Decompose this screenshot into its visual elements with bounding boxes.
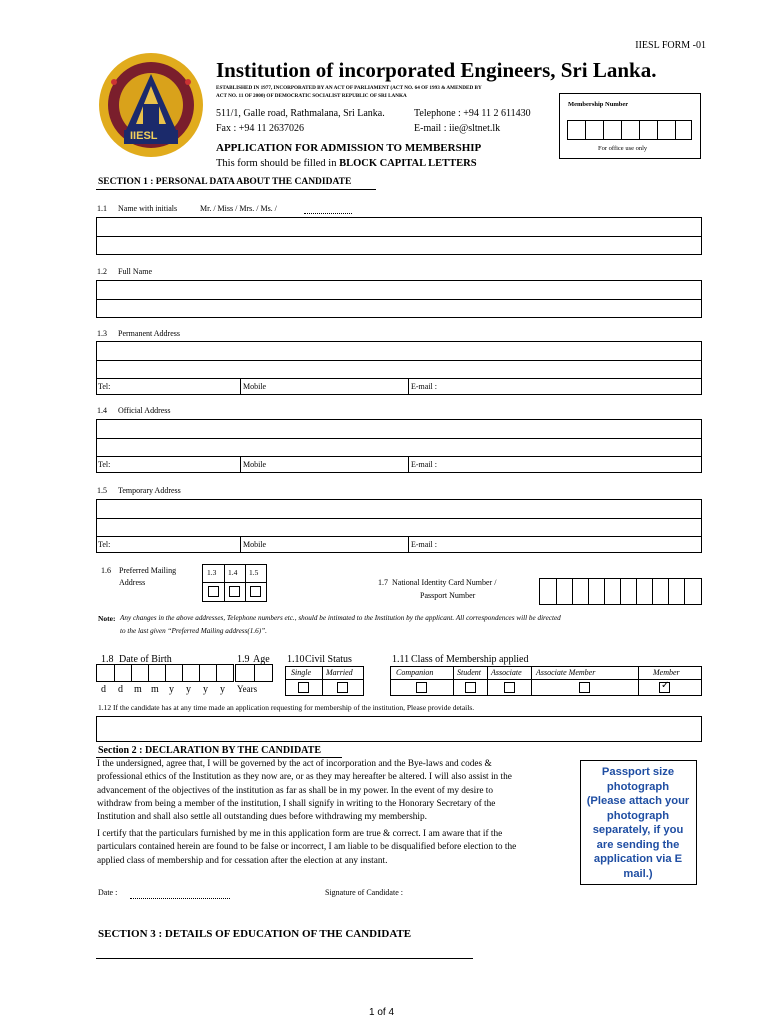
official-tel-label: Tel: bbox=[98, 460, 111, 469]
class-member-label: Member bbox=[653, 668, 680, 677]
field-1-5-label: Temporary Address bbox=[118, 486, 181, 495]
field-1-6-label: Preferred Mailing bbox=[119, 566, 177, 575]
temporary-tel-label: Tel: bbox=[98, 540, 111, 549]
official-address-input[interactable] bbox=[96, 419, 702, 473]
section-3-title: SECTION 3 : DETAILS OF EDUCATION OF THE CANDIDATE bbox=[98, 928, 412, 940]
official-email-label: E-mail : bbox=[411, 460, 437, 469]
temporary-mobile-label: Mobile bbox=[243, 540, 267, 549]
institution-title: Institution of incorporated Engineers, Sri Lanka. bbox=[216, 58, 657, 82]
field-1-12-label: If the candidate has at any time made an application requesting for membership of the institution, Please provide details. bbox=[113, 703, 475, 712]
permanent-mobile-label: Mobile bbox=[243, 382, 267, 391]
field-1-1-label: Name with initials bbox=[118, 204, 178, 213]
dob-d2: d bbox=[118, 684, 123, 695]
dob-y3: y bbox=[203, 684, 208, 695]
nic-number-input[interactable] bbox=[539, 578, 702, 605]
field-1-6-number: 1.6 bbox=[101, 566, 111, 575]
mailing-checkbox-1-4[interactable] bbox=[229, 586, 240, 597]
date-input[interactable] bbox=[130, 898, 230, 899]
membership-number-box bbox=[559, 93, 701, 159]
section-2-title: Section 2 : DECLARATION BY THE CANDIDATE bbox=[98, 745, 321, 756]
field-1-4-label: Official Address bbox=[118, 406, 171, 415]
office-use-note: For office use only bbox=[598, 145, 648, 152]
established-line-1: ESTABLISHED IN 1977, INCORPORATED BY AN ACT OF PARLIAMENT (ACT NO. 64 OF 1993 & AMENDED BY bbox=[216, 85, 482, 91]
field-1-5-number: 1.5 bbox=[97, 486, 107, 495]
dob-m1: m bbox=[134, 684, 142, 695]
class-member-checkbox[interactable] bbox=[659, 682, 670, 693]
page-number: 1 of 4 bbox=[369, 1007, 395, 1018]
note-line-2: to the last given “Preferred Mailing address(1.6)”. bbox=[120, 627, 267, 635]
institution-telephone: Telephone : +94 11 2 611430 bbox=[414, 108, 531, 119]
permanent-address-input[interactable] bbox=[96, 341, 702, 395]
civil-single-checkbox[interactable] bbox=[298, 682, 309, 693]
years-label: Years bbox=[237, 684, 258, 694]
preferred-mailing-grid bbox=[202, 564, 267, 602]
class-associate-member-checkbox[interactable] bbox=[579, 682, 590, 693]
mailing-checkbox-1-5[interactable] bbox=[250, 586, 261, 597]
field-1-6-label-2: Address bbox=[119, 578, 146, 587]
field-1-11-number: 1.11 bbox=[392, 654, 410, 665]
section-1-title: SECTION 1 : PERSONAL DATA ABOUT THE CANDIDATE bbox=[98, 177, 352, 187]
note-label: Note: bbox=[98, 614, 116, 623]
class-associate-checkbox[interactable] bbox=[504, 682, 515, 693]
dob-m2: m bbox=[151, 684, 159, 695]
mailing-option-1-5: 1.5 bbox=[249, 568, 259, 577]
membership-number-label: Membership Number bbox=[568, 101, 629, 108]
institution-address: 511/1, Galle road, Rathmalana, Sri Lanka. bbox=[216, 108, 385, 119]
logo-text: IIESL bbox=[130, 130, 158, 142]
class-companion-label: Companion bbox=[396, 668, 434, 677]
field-1-10-label: Civil Status bbox=[305, 654, 352, 665]
membership-class-grid bbox=[390, 666, 702, 696]
iiesl-logo bbox=[96, 52, 206, 158]
declaration-paragraph-2: I certify that the particulars furnished by me in this application form are true & correct. I am aware that if the particulars contained herein are found to be false or incorrect, I am liable to be disqualified before election to the applied class of membership and for cessation after the election at any instant. bbox=[97, 829, 517, 866]
official-mobile-label: Mobile bbox=[243, 460, 267, 469]
civil-single-label: Single bbox=[291, 668, 311, 677]
field-1-2-number: 1.2 bbox=[97, 267, 107, 276]
established-line-2: ACT NO. 11 OF 2000) OF DEMOCRATIC SOCIALIST REPUBLIC OF SRI LANKA bbox=[216, 93, 407, 99]
field-1-8-number: 1.8 bbox=[101, 654, 114, 665]
field-1-9-number: 1.9 bbox=[237, 654, 250, 665]
membership-number-input[interactable] bbox=[567, 120, 692, 140]
dob-d1: d bbox=[101, 684, 106, 695]
field-1-8-label: Date of Birth bbox=[119, 654, 172, 665]
field-1-7-label: National Identity Card Number / bbox=[392, 578, 497, 587]
mailing-option-1-4: 1.4 bbox=[228, 568, 238, 577]
temporary-address-input[interactable] bbox=[96, 499, 702, 553]
field-1-7-number: 1.7 bbox=[378, 578, 388, 587]
field-1-1-number: 1.1 bbox=[97, 204, 107, 213]
permanent-email-label: E-mail : bbox=[411, 382, 437, 391]
temporary-email-label: E-mail : bbox=[411, 540, 437, 549]
class-student-label: Student bbox=[457, 668, 481, 677]
form-code: IIESL FORM -01 bbox=[635, 40, 706, 51]
mailing-checkbox-1-3[interactable] bbox=[208, 586, 219, 597]
field-1-2-label: Full Name bbox=[118, 267, 152, 276]
signature-label: Signature of Candidate : bbox=[325, 888, 403, 897]
civil-status-grid bbox=[285, 666, 364, 696]
field-1-11-label: Class of Membership applied bbox=[411, 654, 529, 665]
note-line-1: Any changes in the above addresses, Telephone numbers etc., should be intimated to the Institution by the applicant. All correspondences will be directed bbox=[120, 614, 561, 622]
declaration-paragraph-1: I the undersigned, agree that, I will be governed by the act of incorporation and the Bye-laws and codes & professional ethics of the Institution as they now are, or as they may hereafter be altered. I will also assist in the advancement of the objectives of the institution as far as shall be in my power. In the event of my desire to withdraw from being a member of the institution, I shall signify in writing to the Honorary Secretary of the Institution and shall also settle all outstanding dues before withdrawing my membership. bbox=[97, 759, 512, 823]
mailing-option-1-3: 1.3 bbox=[207, 568, 217, 577]
field-1-9-label: Age bbox=[253, 654, 270, 665]
date-label: Date : bbox=[98, 888, 118, 897]
class-companion-checkbox[interactable] bbox=[416, 682, 427, 693]
institution-fax: Fax : +94 11 2637026 bbox=[216, 123, 305, 134]
class-associate-label: Associate bbox=[491, 668, 522, 677]
permanent-tel-label: Tel: bbox=[98, 382, 111, 391]
title-options: Mr. / Miss / Mrs. / Ms. / bbox=[200, 204, 277, 213]
application-title: APPLICATION FOR ADMISSION TO MEMBERSHIP bbox=[216, 142, 482, 154]
class-associate-member-label: Associate Member bbox=[536, 668, 596, 677]
dob-y2: y bbox=[186, 684, 191, 695]
class-student-checkbox[interactable] bbox=[465, 682, 476, 693]
full-name-input[interactable] bbox=[96, 280, 702, 318]
fill-instruction: This form should be filled in BLOCK CAPITAL LETTERS bbox=[216, 158, 477, 169]
field-1-7-label-2: Passport Number bbox=[420, 591, 476, 600]
dob-y1: y bbox=[169, 684, 174, 695]
date-of-birth-input[interactable] bbox=[96, 664, 234, 682]
age-input[interactable] bbox=[235, 664, 273, 682]
field-1-12-number: 1.12 bbox=[98, 703, 112, 712]
field-1-3-number: 1.3 bbox=[97, 329, 107, 338]
civil-married-label: Married bbox=[326, 668, 353, 677]
field-1-4-number: 1.4 bbox=[97, 406, 107, 415]
field-1-10-number: 1.10 bbox=[287, 654, 305, 665]
passport-photo-instructions: Passport size photograph (Please attach your photograph separately, if you are sending the application via E mail.) bbox=[586, 766, 690, 880]
civil-married-checkbox[interactable] bbox=[337, 682, 348, 693]
field-1-3-label: Permanent Address bbox=[118, 329, 180, 338]
dob-y4: y bbox=[220, 684, 225, 695]
institution-email: E-mail : iie@sltnet.lk bbox=[414, 123, 501, 134]
passport-photo-box bbox=[580, 760, 697, 885]
previous-application-input[interactable] bbox=[96, 716, 702, 742]
name-with-initials-input[interactable] bbox=[96, 217, 702, 255]
